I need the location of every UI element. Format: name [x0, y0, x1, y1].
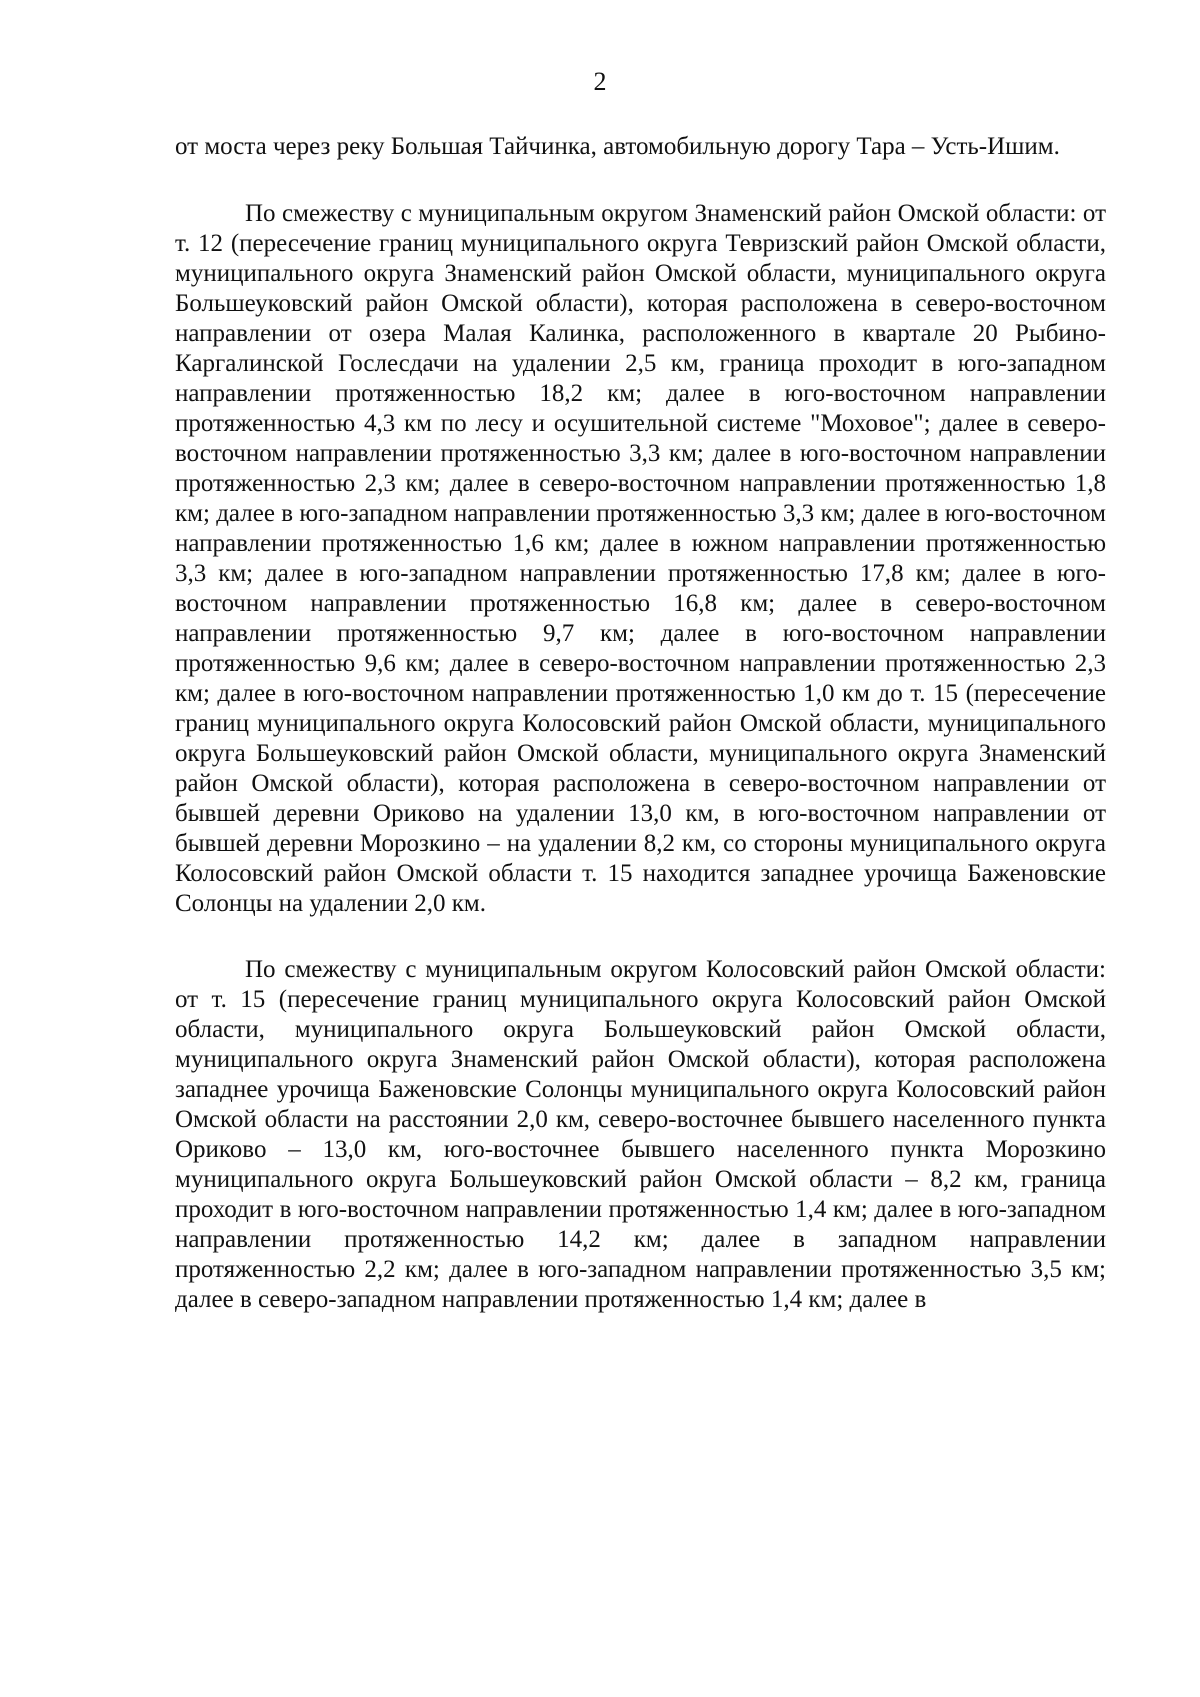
paragraph-continuation: от моста через реку Большая Тайчинка, автомобильную дорогу Тара – Усть-Ишим.	[175, 133, 1060, 160]
paragraph-znamensky-boundary: По смежеству с муниципальным округом Знаменский район Омской области: от т. 12 (пересечение границ муниципального округа Тевризский район Омской области, муниципального округа Знаменский район Омской области, муниципального округа Большеуковский район Омской области), которая расположена в северо-восточном направлении от озера Малая Калинка, расположенного в квартале 20 Рыбино-Каргалинской Гослесдачи на удалении 2,5 км, граница проходит в юго-западном направлении протяженностью 18,2 км; далее в юго-восточном направлении протяженностью 4,3 км по лесу и осушительной системе "Моховое"; далее в северо-восточном направлении протяженностью 3,3 км; далее в юго-восточном направлении протяженностью 2,3 км; далее в северо-восточном направлении протяженностью 1,8 км; далее в юго-западном направлении протяженностью 3,3 км; далее в юго-восточном направлении протяженностью 1,6 км; далее в южном направлении протяженностью 3,3 км; далее в юго-западном направлении протяженностью 17,8 км; далее в юго-восточном направлении протяженностью 16,8 км; далее в северо-восточном направлении протяженностью 9,7 км; далее в юго-восточном направлении протяженностью 9,6 км; далее в северо-восточном направлении протяженностью 2,3 км; далее в юго-восточном направлении протяженностью 1,0 км до т. 15 (пересечение границ муниципального округа Колосовский район Омской области, муниципального округа Большеуковский район Омской области, муниципального округа Знаменский район Омской области), которая расположена в северо-восточном направлении от бывшей деревни Ориково на удалении 13,0 км, в юго-восточном направлении от бывшей деревни Морозкино – на удалении 8,2 км, со стороны муниципального округа Колосовский район Омской области т. 15 находится западнее урочища Баженовские Солонцы на удалении 2,0 км.	[175, 200, 1106, 917]
paragraph-kolosovsky-boundary: По смежеству с муниципальным округом Колосовский район Омской области: от т. 15 (пересечение границ муниципального округа Колосовский район Омской области, муниципального округа Большеуковский район Омской области, муниципального округа Знаменский район Омской области), которая расположена западнее урочища Баженовские Солонцы муниципального округа Колосовский район Омской области на расстоянии 2,0 км, северо-восточнее бывшего населенного пункта Ориково – 13,0 км, юго-восточнее бывшего населенного пункта Морозкино муниципального округа Большеуковский район Омской области – 8,2 км, граница проходит в юго-восточном направлении протяженностью 1,4 км; далее в юго-западном направлении протяженностью 14,2 км; далее в западном направлении протяженностью 2,2 км; далее в юго-западном направлении протяженностью 3,5 км; далее в северо-западном направлении протяженностью 1,4 км; далее в	[175, 956, 1106, 1313]
document-body	[175, 132, 1106, 1315]
page-number: 2	[593, 67, 607, 96]
